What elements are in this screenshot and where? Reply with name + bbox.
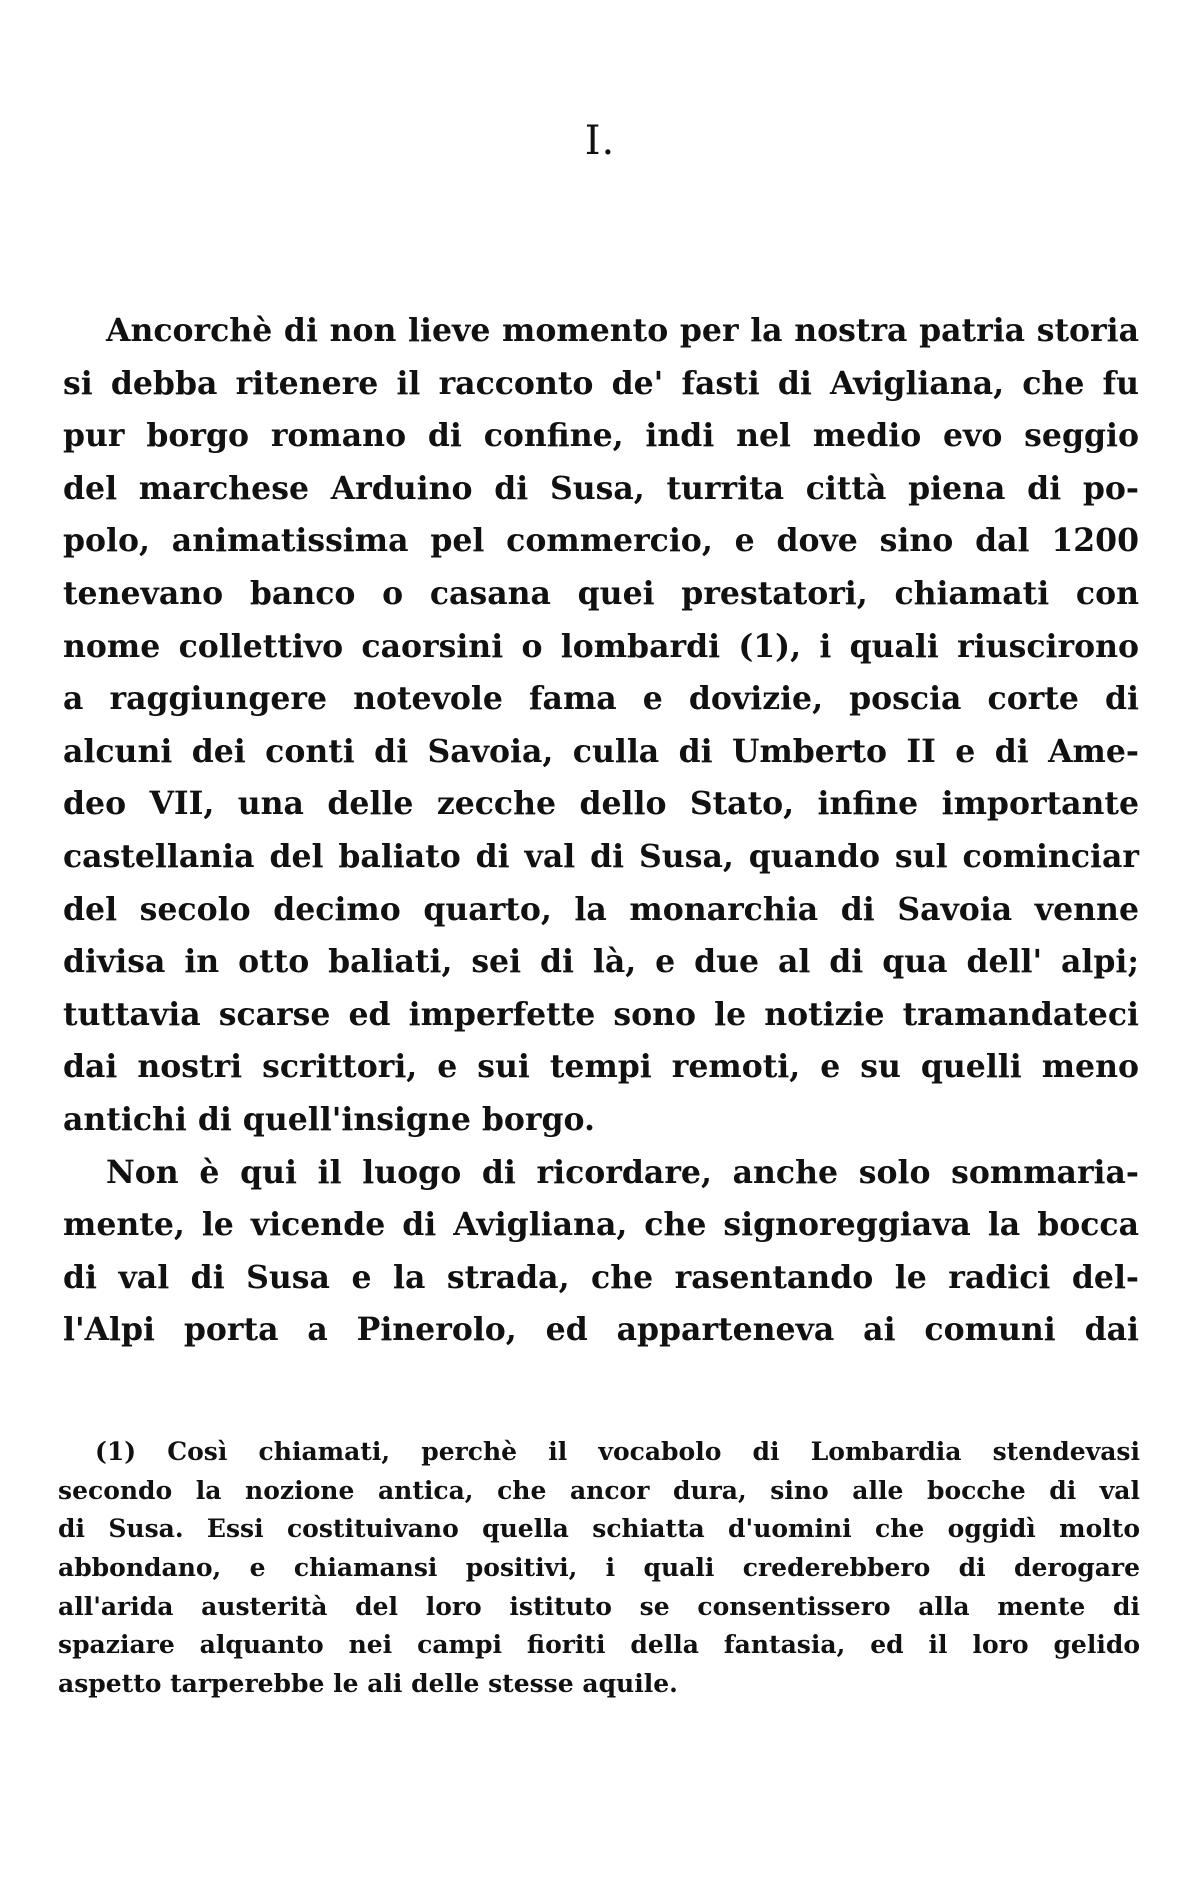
text-line: l'Alpi porta a Pinerolo, ed apparteneva ai comuni dai: [63, 1311, 1139, 1349]
text-line: deo VII, una delle zecche dello Stato, infine importante: [63, 785, 1139, 823]
text-line: divisa in otto baliati, sei di là, e due al di qua dell' alpi;: [63, 943, 1139, 981]
chapter-heading: I.: [584, 118, 616, 164]
text-line: antichi di quell'insigne borgo.: [63, 1100, 595, 1138]
footnote-line: aspetto tarperebbe le ali delle stesse aquile.: [58, 1669, 678, 1699]
footnote-line: spaziare alquanto nei campi fioriti della fantasia, ed il loro gelido: [58, 1630, 1140, 1660]
text-line: del marchese Arduino di Susa, turrita città piena di po-: [63, 469, 1139, 507]
text-line: dai nostri scrittori, e sui tempi remoti, e su quelli meno: [63, 1048, 1139, 1086]
text-line: a raggiungere notevole fama e dovizie, poscia corte di: [63, 680, 1139, 718]
footnote-line: (1) Così chiamati, perchè il vocabolo di Lombardia stendevasi: [95, 1437, 1140, 1466]
text-line: polo, animatissima pel commercio, e dove sino dal 1200: [63, 522, 1139, 560]
text-line: mente, le vicende di Avigliana, che signoreggiava la bocca: [63, 1206, 1139, 1244]
footnote-line: secondo la nozione antica, che ancor dura, sino alle bocche di val: [58, 1475, 1140, 1505]
footnote-line: di Susa. Essi costituivano quella schiatta d'uomini che oggidì molto: [58, 1514, 1140, 1544]
text-line: tuttavia scarse ed imperfette sono le notizie tramandateci: [63, 995, 1139, 1033]
text-line: di val di Susa e la strada, che rasentando le radici del-: [63, 1258, 1139, 1296]
text-line: tenevano banco o casana quei prestatori, chiamati con: [63, 574, 1139, 612]
main-text: [63, 305, 1139, 1357]
text-line: Ancorchè di non lieve momento per la nostra patria storia: [106, 312, 1139, 349]
text-line: alcuni dei conti di Savoia, culla di Umberto II e di Ame-: [63, 732, 1139, 770]
paragraph-2: [63, 1147, 1139, 1357]
text-line: del secolo decimo quarto, la monarchia di Savoia venne: [63, 890, 1139, 928]
text-line: si debba ritenere il racconto de' fasti di Avigliana, che fu: [63, 364, 1139, 402]
text-line: nome collettivo caorsini o lombardi (1), i quali riuscirono: [63, 627, 1139, 665]
text-line: castellania del baliato di val di Susa, quando sul cominciar: [63, 837, 1139, 875]
footnote-line: all'arida austerità del loro istituto se consentissero alla mente di: [58, 1591, 1140, 1621]
text-line: pur borgo romano di confine, indi nel medio evo seggio: [63, 417, 1139, 455]
text-line: Non è qui il luogo di ricordare, anche solo sommaria-: [106, 1153, 1139, 1191]
paragraph-1: [63, 305, 1139, 1147]
footnote-line: abbondano, e chiamansi positivi, i quali crederebbero di derogare: [58, 1553, 1140, 1583]
footnote: [58, 1433, 1140, 1704]
